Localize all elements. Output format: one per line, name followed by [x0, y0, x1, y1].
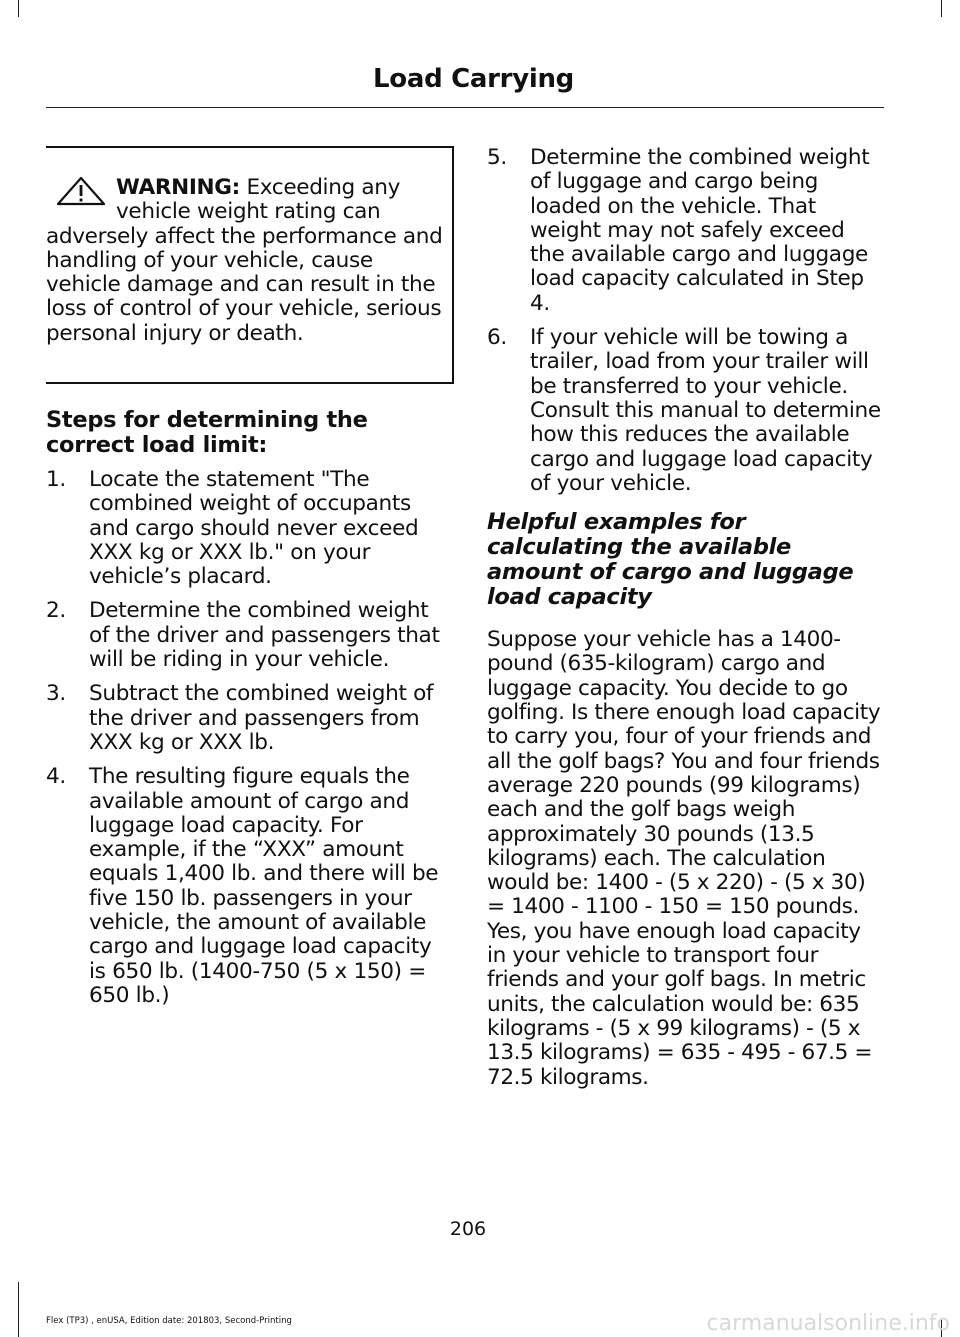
crop-mark-bottom-left: [18, 1282, 19, 1337]
step-item: [487, 146, 885, 316]
step-item: [46, 468, 454, 589]
right-column: [487, 146, 885, 1090]
warning-box: [46, 146, 454, 384]
example-paragraph: Suppose your vehicle has a 1400-pound (635-kilogram) cargo and luggage capacity. You decide to go golfing. Is there enough load capacity to carry you, four of your friends and all the golf bags? You and four friends average 220 pounds (99 kilograms) each and the golf bags weigh approximately 30 pounds (13.5 kilograms) each. The calculation would be: 1400 - (5 x 220) - (5 x 30) = 1400 - 1100 - 150 = 150 pounds. Yes, you have enough load capacity in your vehicle to transport four friends and your golf bags. In metric units, the calculation would be: 635 kilograms - (5 x 99 kilograms) - (5 x 13.5 kilograms) = 635 - 495 - 67.5 = 72.5 kilograms.: [487, 627, 881, 1090]
page-title: Load Carrying: [373, 64, 574, 94]
header-divider: [46, 107, 884, 108]
step-item: [487, 326, 885, 496]
step-item: [46, 765, 454, 1008]
examples-heading: Helpful examples for calculating the available amount of cargo and luggage load capacity: [487, 509, 854, 611]
warning-triangle-icon: [56, 176, 106, 206]
warning-text: Exceeding any vehicle weight rating can adversely affect the performance and handling of your vehicle, cause vehicle damage and can result in the loss of control of your vehicle, serious personal injury or death.: [46, 175, 443, 346]
step-number: 2.: [46, 598, 66, 624]
step-text: If your vehicle will be towing a trailer, load from your trailer will be transferred to your vehicle. Consult this manual to determine how this reduces the available cargo and luggage load capacity of your vehicle.: [530, 325, 881, 496]
step-number: 4.: [46, 764, 66, 790]
watermark: carmanualsonline.info: [706, 1311, 950, 1336]
step-item: [46, 599, 454, 672]
step-number: 6.: [487, 325, 507, 351]
step-number: 1.: [46, 467, 66, 492]
crop-mark-top-right: [941, 0, 942, 17]
step-text: The resulting figure equals the available amount of cargo and luggage load capacity. For example, if the “XXX” amount equals 1,400 lb. and there will be five 150 lb. passengers in your vehicle, the amount of available cargo and luggage load capacity is 650 lb. (1400-750 (5 x 150) = 650 lb.): [89, 764, 439, 1008]
step-item: [46, 682, 454, 755]
step-number: 5.: [487, 145, 507, 170]
footer-edition-info: Flex (TP3) , enUSA, Edition date: 201803, Second-Printing: [46, 1316, 292, 1326]
steps-list: [46, 468, 454, 1008]
warning-label: WARNING:: [116, 175, 240, 200]
step-text: Determine the combined weight of luggage and cargo being loaded on the vehicle. That weight may not safely exceed the available cargo and luggage load capacity calculated in Step 4.: [530, 145, 870, 316]
step-text: Locate the statement "The combined weight of occupants and cargo should never exceed XXX kg or XXX lb." on your vehicle’s placard.: [89, 467, 419, 590]
step-text: Subtract the combined weight of the driver and passengers from XXX kg or XXX lb.: [89, 681, 434, 755]
step-number: 3.: [46, 681, 66, 707]
crop-mark-top-left: [18, 0, 19, 17]
step-text: Determine the combined weight of the driver and passengers that will be riding in your vehicle.: [89, 598, 440, 673]
page-number: 206: [449, 1218, 487, 1240]
steps-heading: Steps for determining the correct load limit:: [46, 407, 368, 458]
left-column: [46, 146, 454, 1018]
steps-list-continued: [487, 146, 885, 496]
